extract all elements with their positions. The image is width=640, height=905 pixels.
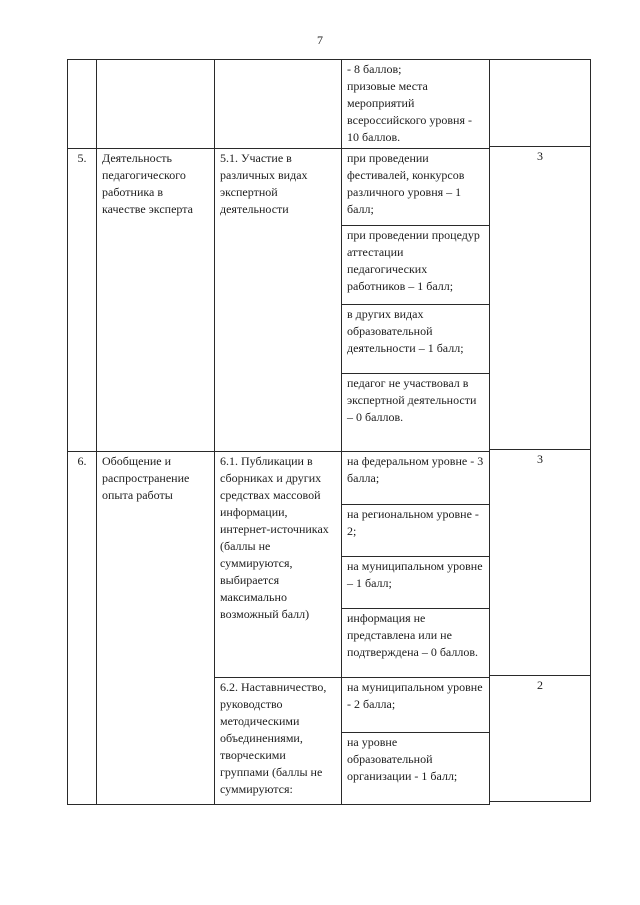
criterion-cell: на муниципальном уровне – 1 балл; (342, 557, 490, 609)
criterion-cell: информация не представлена или не подтверждена – 0 баллов. (342, 609, 490, 678)
criterion-cell: на муниципальном уровне - 2 балла; (342, 678, 490, 733)
max-score-5: 3 (537, 149, 543, 163)
indicator-cell (97, 60, 215, 149)
row-divider (489, 449, 591, 450)
criterion-cell: - 8 баллов; призовые места мероприятий всероссийского уровня - 10 баллов. (342, 60, 490, 149)
indicator-cell: Деятельность педагогического работника в качестве эксперта (97, 149, 215, 452)
criterion-cell: педагог не участвовал в экспертной деятельности – 0 баллов. (342, 374, 490, 452)
row-number-cell: 5. (68, 149, 97, 452)
row-divider (489, 675, 591, 676)
max-score-6: 3 (537, 452, 543, 466)
criterion-cell: на федеральном уровне - 3 балла; (342, 452, 490, 505)
criteria-table (67, 59, 490, 805)
subindicator-cell: 5.1. Участие в различных видах экспертной деятельности (215, 149, 342, 452)
criterion-cell: на региональном уровне - 2; (342, 505, 490, 557)
max-score-6-2: 2 (537, 678, 543, 692)
row-number-cell: 6. (68, 452, 97, 805)
page-number: 7 (317, 33, 323, 47)
table-row (68, 60, 490, 149)
criterion-cell: при проведении фестивалей, конкурсов различного уровня – 1 балл; (342, 149, 490, 226)
criterion-cell: в других видах образовательной деятельности – 1 балл; (342, 305, 490, 374)
row-number-cell (68, 60, 97, 149)
subindicator-cell: 6.1. Публикации в сборниках и других средствах массовой информации, интернет-источниках (баллы не суммируются, выбирается максимально возможный балл) (215, 452, 342, 678)
subindicator-cell: 6.2. Наставничество, руководство методическими объединениями, творческими группами (баллы не суммируются: (215, 678, 342, 805)
criterion-cell: при проведении процедур аттестации педагогических работников – 1 балл; (342, 226, 490, 305)
criterion-cell: на уровне образовательной организации - 1 балл; (342, 733, 490, 805)
table-row (68, 452, 490, 505)
subindicator-cell (215, 60, 342, 149)
indicator-cell: Обобщение и распространение опыта работы (97, 452, 215, 805)
table-row (68, 149, 490, 226)
row-divider (489, 146, 591, 147)
